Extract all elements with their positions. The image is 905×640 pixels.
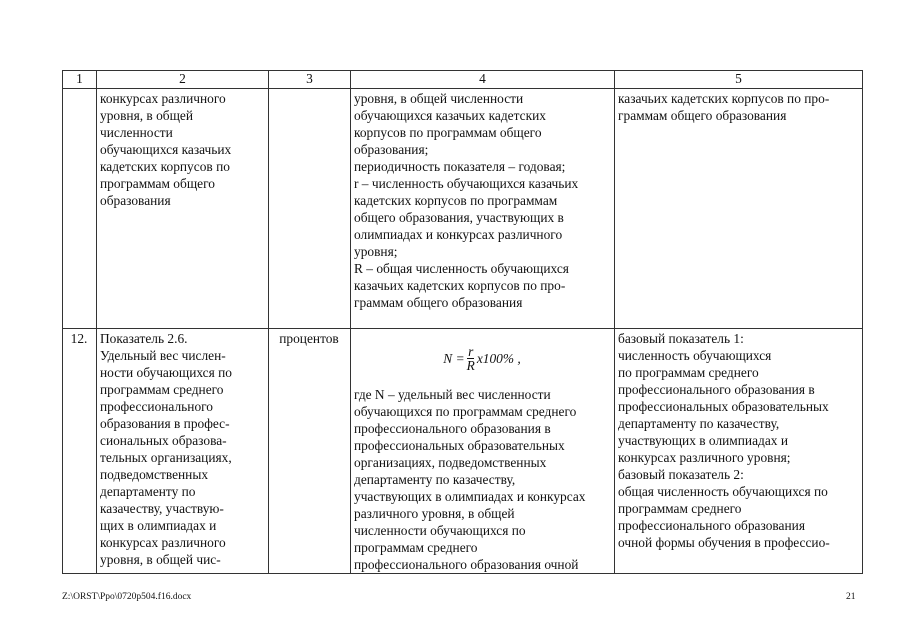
header-col-4: 4 (351, 71, 615, 89)
text-line: численность обучающихся (618, 348, 772, 363)
text-line: R – общая численность обучающихся (354, 261, 569, 276)
text-line: конкурсах различного (100, 535, 226, 550)
row-number: 12. (63, 329, 97, 574)
text-line: профессиональных образовательных (618, 399, 829, 414)
text-line: профессионального образования (618, 518, 805, 533)
text-line: щих в олимпиадах и (100, 518, 217, 533)
text-line: ности обучающихся по (100, 365, 232, 380)
text-line: программам среднего (354, 540, 478, 555)
text-line: Показатель 2.6. (100, 331, 188, 346)
text-line: участвующих в олимпиадах и конкурсах (354, 489, 586, 504)
text-line: общего образования, участвующих в (354, 210, 564, 225)
text-line: уровня, в общей численности (354, 91, 524, 106)
text-line: подведомственных (100, 467, 209, 482)
header-col-5: 5 (615, 71, 863, 89)
text-line: r – численность обучающихся казачьих (354, 176, 579, 191)
text-line: периодичность показателя – годовая; (354, 159, 566, 174)
text-line: базовый показатель 1: (618, 331, 744, 346)
row1-col2 (97, 89, 269, 329)
formula-fraction (467, 345, 475, 372)
text-line: конкурсах различного уровня; (618, 450, 791, 465)
text-line: численности обучающихся по (354, 523, 526, 538)
text-line: где N – удельный вес численности (354, 387, 551, 402)
text-line: обучающихся по программам среднего (354, 404, 577, 419)
document-table (62, 70, 863, 574)
text-line: казачеству, участвую- (100, 501, 224, 516)
text-line: профессионального образования в (354, 421, 551, 436)
text-line: различного уровня, в общей (354, 506, 515, 521)
text-line: участвующих в олимпиадах и (618, 433, 789, 448)
text-line: уровня; (354, 244, 398, 259)
formula-lhs: N = (443, 350, 465, 366)
text-line: уровня, в общей (100, 108, 194, 123)
header-col-2: 2 (97, 71, 269, 89)
footer-file-path: Z:\ORST\Ppo\0720p504.f16.docx (62, 592, 192, 602)
formula (354, 330, 610, 386)
formula-rhs: x100% , (476, 350, 521, 366)
text-line: обучающихся казачьих кадетских (354, 108, 546, 123)
text-line: казачьих кадетских корпусов по про- (354, 278, 566, 293)
text-line: образования; (354, 142, 429, 157)
table-row (63, 89, 863, 329)
row2-col5 (615, 329, 863, 574)
text-line: очной формы обучения в профессио- (618, 535, 830, 550)
table-header-row (63, 71, 863, 89)
formula-numerator: r (468, 343, 474, 359)
text-line: профессионального образования очной (354, 557, 579, 572)
text-line: организациях, подведомственных (354, 455, 547, 470)
text-line: граммам общего образования (618, 108, 787, 123)
text-line: граммам общего образования (354, 295, 523, 310)
table-row (63, 329, 863, 574)
text-line: департаменту по казачеству, (354, 472, 516, 487)
text-line: тельных организациях, (100, 450, 232, 465)
text-line: профессиональных образовательных (354, 438, 565, 453)
text-line: по программам среднего (618, 365, 759, 380)
text-line: программам общего (100, 176, 215, 191)
text-line: общая численность обучающихся по (618, 484, 828, 499)
text-line: корпусов по программам общего (354, 125, 542, 140)
text-line: обучающихся казачьих (100, 142, 232, 157)
text-line: образования в профес- (100, 416, 230, 431)
row1-col5 (615, 89, 863, 329)
text-line: казачьих кадетских корпусов по про- (618, 91, 830, 106)
units-cell: процентов (269, 329, 351, 574)
text-line: образования (100, 193, 171, 208)
text-line: программам среднего (618, 501, 742, 516)
row2-col4 (351, 329, 615, 574)
text-line: программам среднего (100, 382, 224, 397)
text-line: профессионального (100, 399, 213, 414)
row1-col3 (269, 89, 351, 329)
text-line: уровня, в общей чис- (100, 552, 221, 567)
row1-col1 (63, 89, 97, 329)
text-line: Удельный вес числен- (100, 348, 226, 363)
text-line: конкурсах различного (100, 91, 226, 106)
row2-col2 (97, 329, 269, 574)
text-line: департаменту по (100, 484, 196, 499)
text-line: олимпиадах и конкурсах различного (354, 227, 563, 242)
formula-denominator: R (466, 357, 475, 373)
text-line: кадетских корпусов по программам (354, 193, 558, 208)
text-line: сиональных образова- (100, 433, 227, 448)
footer-page-number: 21 (846, 592, 856, 602)
row1-col4 (351, 89, 615, 329)
text-line: кадетских корпусов по (100, 159, 230, 174)
header-col-3: 3 (269, 71, 351, 89)
text-line: профессионального образования в (618, 382, 815, 397)
header-col-1: 1 (63, 71, 97, 89)
text-line: численности (100, 125, 173, 140)
text-line: базовый показатель 2: (618, 467, 744, 482)
text-line: департаменту по казачеству, (618, 416, 780, 431)
